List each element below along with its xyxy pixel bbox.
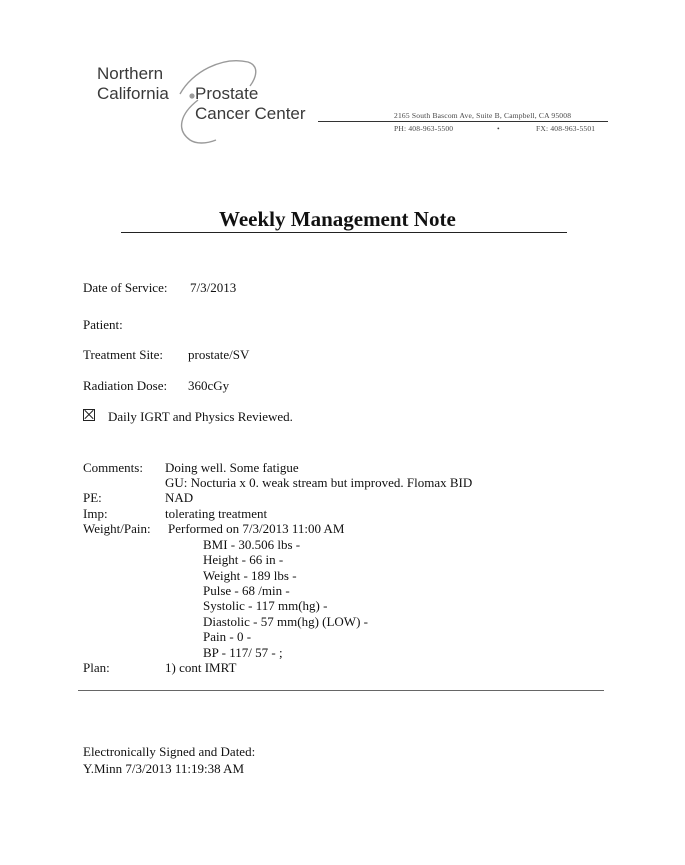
- vital-diastolic: Diastolic - 57 mm(hg) (LOW) -: [203, 614, 368, 629]
- patient-label: Patient:: [83, 317, 123, 332]
- comments-line-1: Doing well. Some fatigue: [165, 460, 299, 475]
- vital-bp: BP - 117/ 57 - ;: [203, 645, 283, 660]
- vital-bmi: BMI - 30.506 lbs -: [203, 537, 301, 552]
- page-title: Weekly Management Note: [219, 207, 456, 231]
- signature-label: Electronically Signed and Dated:: [83, 744, 256, 759]
- comments-line-2: GU: Nocturia x 0. weak stream but improved. Flomax BID: [165, 475, 473, 490]
- imp-label: Imp:: [83, 506, 108, 521]
- imp-value: tolerating treatment: [165, 506, 268, 521]
- date-of-service-value: 7/3/2013: [190, 280, 237, 295]
- vital-systolic: Systolic - 117 mm(hg) -: [203, 598, 328, 613]
- plan-label: Plan:: [83, 660, 110, 675]
- radiation-dose-label: Radiation Dose:: [83, 378, 168, 393]
- comments-label: Comments:: [83, 460, 143, 475]
- igrt-label: Daily IGRT and Physics Reviewed.: [108, 409, 293, 424]
- vital-weight: Weight - 189 lbs -: [203, 568, 297, 583]
- letterhead-rule: [318, 121, 608, 122]
- plan-value: 1) cont IMRT: [165, 660, 237, 675]
- org-name-line3: Cancer Center: [195, 104, 306, 123]
- vital-pain: Pain - 0 -: [203, 629, 252, 644]
- phone: PH: 408-963-5500: [394, 124, 454, 133]
- treatment-site-label: Treatment Site:: [83, 347, 164, 362]
- radiation-dose-value: 360cGy: [188, 378, 230, 393]
- igrt-checkbox[interactable]: [83, 409, 95, 421]
- vital-pulse: Pulse - 68 /min -: [203, 583, 290, 598]
- org-name-line2b: Prostate: [195, 84, 259, 103]
- logo-swirl-icon: [168, 52, 268, 152]
- section-divider: [78, 690, 604, 691]
- performed-on: Performed on 7/3/2013 11:00 AM: [168, 521, 345, 536]
- vital-height: Height - 66 in -: [203, 552, 284, 567]
- weight-pain-label: Weight/Pain:: [83, 521, 151, 536]
- date-of-service-label: Date of Service:: [83, 280, 168, 295]
- separator-dot: •: [497, 124, 500, 133]
- org-name-line2a: California: [97, 84, 169, 103]
- treatment-site-value: prostate/SV: [188, 347, 250, 362]
- org-name-line1: Northern: [97, 64, 164, 83]
- signature-value: Y.Minn 7/3/2013 11:19:38 AM: [83, 761, 245, 776]
- address: 2165 South Bascom Ave, Suite B, Campbell, CA 95008: [394, 111, 572, 120]
- pe-label: PE:: [83, 490, 102, 505]
- title-rule: [121, 232, 567, 233]
- pe-value: NAD: [165, 490, 194, 505]
- fax: FX: 408-963-5501: [536, 124, 596, 133]
